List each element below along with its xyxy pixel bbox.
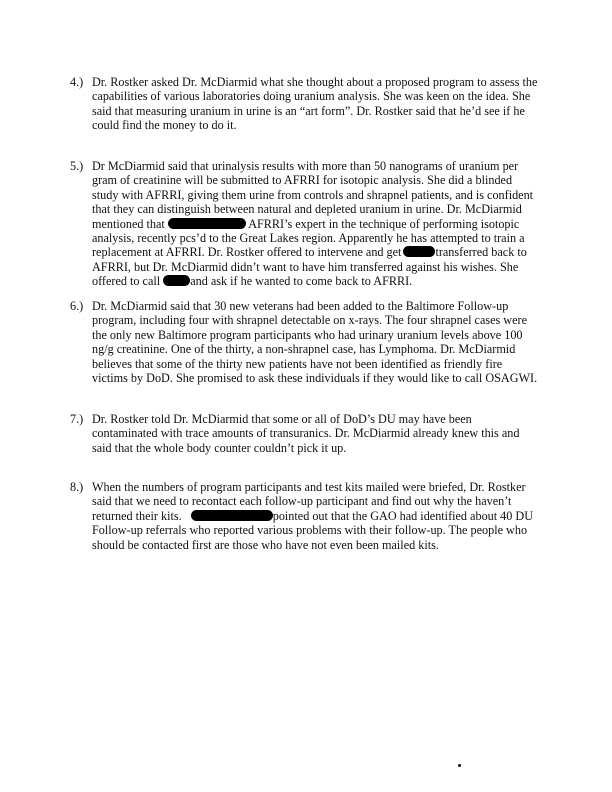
item-text: said that we need to recontact each follow-up participant and find out why the haven’t — [92, 494, 512, 509]
item-text: analysis, recently pcs’d to the Great Lakes region. Apparently he has attempted to train a — [92, 231, 525, 246]
item-text: gram of creatinine will be submitted to AFRRI for isotopic analysis. She did a blinded — [92, 173, 513, 188]
item-number: 4.) — [70, 75, 84, 89]
item-text: program, including four with shrapnel detectable on x-rays. The four shrapnel cases were — [92, 313, 527, 328]
item-text: Dr McDiarmid said that urinalysis results with more than 50 nanograms of uranium per — [92, 159, 519, 173]
item-text: Dr. Rostker asked Dr. McDiarmid what she thought about a proposed program to assess the — [92, 75, 538, 89]
item-number: 6.) — [70, 299, 84, 313]
item-number: 8.) — [70, 480, 84, 494]
redaction-mark — [403, 246, 435, 257]
redaction-mark — [191, 510, 273, 521]
list-item-8 — [70, 480, 540, 552]
list-item-7 — [70, 412, 540, 455]
item-text: contaminated with trace amounts of transuranics. Dr. McDiarmid already knew this and — [92, 426, 520, 441]
item-text: that they can distinguish between natural and depleted uranium in urine. Dr. McDiarmid — [92, 202, 522, 217]
item-text: should be contacted first are those who have not even been mailed kits. — [92, 537, 439, 552]
item-text: Follow-up referrals who reported various problems with their follow-up. The people who — [92, 523, 528, 538]
list-item-5 — [70, 159, 540, 289]
item-text: believes that some of the thirty new patients have not been identified as friendly fire — [92, 356, 503, 371]
scan-speck — [458, 764, 461, 767]
item-text: offered to call — [92, 274, 161, 289]
list-item-6 — [70, 299, 540, 385]
item-text: pointed out that the GAO had identified about 40 DU — [272, 508, 534, 523]
item-text: study with AFRRI, giving them urine from controls and shrapnel patients, and is confident — [92, 187, 534, 202]
item-number: 5.) — [70, 159, 84, 173]
item-text: replacement at AFRRI. Dr. Rostker offered to intervene and get — [92, 245, 402, 260]
item-text: Dr. McDiarmid said that 30 new veterans had been added to the Baltimore Follow-up — [92, 299, 509, 313]
item-text: capabilities of various laboratories doing uranium analysis. She was keen on the idea. She — [92, 89, 531, 104]
item-text: and ask if he wanted to come back to AFRRI. — [190, 274, 413, 289]
item-text: could find the money to do it. — [92, 118, 237, 133]
item-text: AFRRI’s expert in the technique of performing isotopic — [248, 216, 520, 231]
item-text: the only new Baltimore program participants who had urinary uranium levels above 100 — [92, 327, 523, 342]
item-text: Dr. Rostker told Dr. McDiarmid that some or all of DoD’s DU may have been — [92, 412, 472, 426]
item-text: AFRRI, but Dr. McDiarmid didn’t want to have him transferred against his wishes. She — [92, 259, 519, 274]
item-number: 7.) — [70, 412, 84, 426]
item-text: victims by DoD. She promised to ask these individuals if they would like to call OSAGWI. — [92, 371, 538, 386]
item-text: ng/g creatinine. One of the thirty, a non-shrapnel case, has Lymphoma. Dr. McDiarmid — [92, 342, 516, 357]
redaction-mark — [163, 275, 190, 286]
item-text: said that measuring uranium in urine is an “art form”. Dr. Rostker said that he’d see if he — [92, 103, 525, 118]
redaction-mark — [168, 218, 246, 229]
list-item-4 — [70, 75, 540, 133]
item-text: mentioned that — [92, 216, 165, 231]
item-text: returned their kits. — [92, 508, 182, 523]
item-text: When the numbers of program participants and test kits mailed were briefed, Dr. Rostker — [92, 480, 526, 494]
item-text: transferred back to — [435, 245, 527, 260]
item-text: said that the whole body counter couldn’t pick it up. — [92, 440, 347, 455]
